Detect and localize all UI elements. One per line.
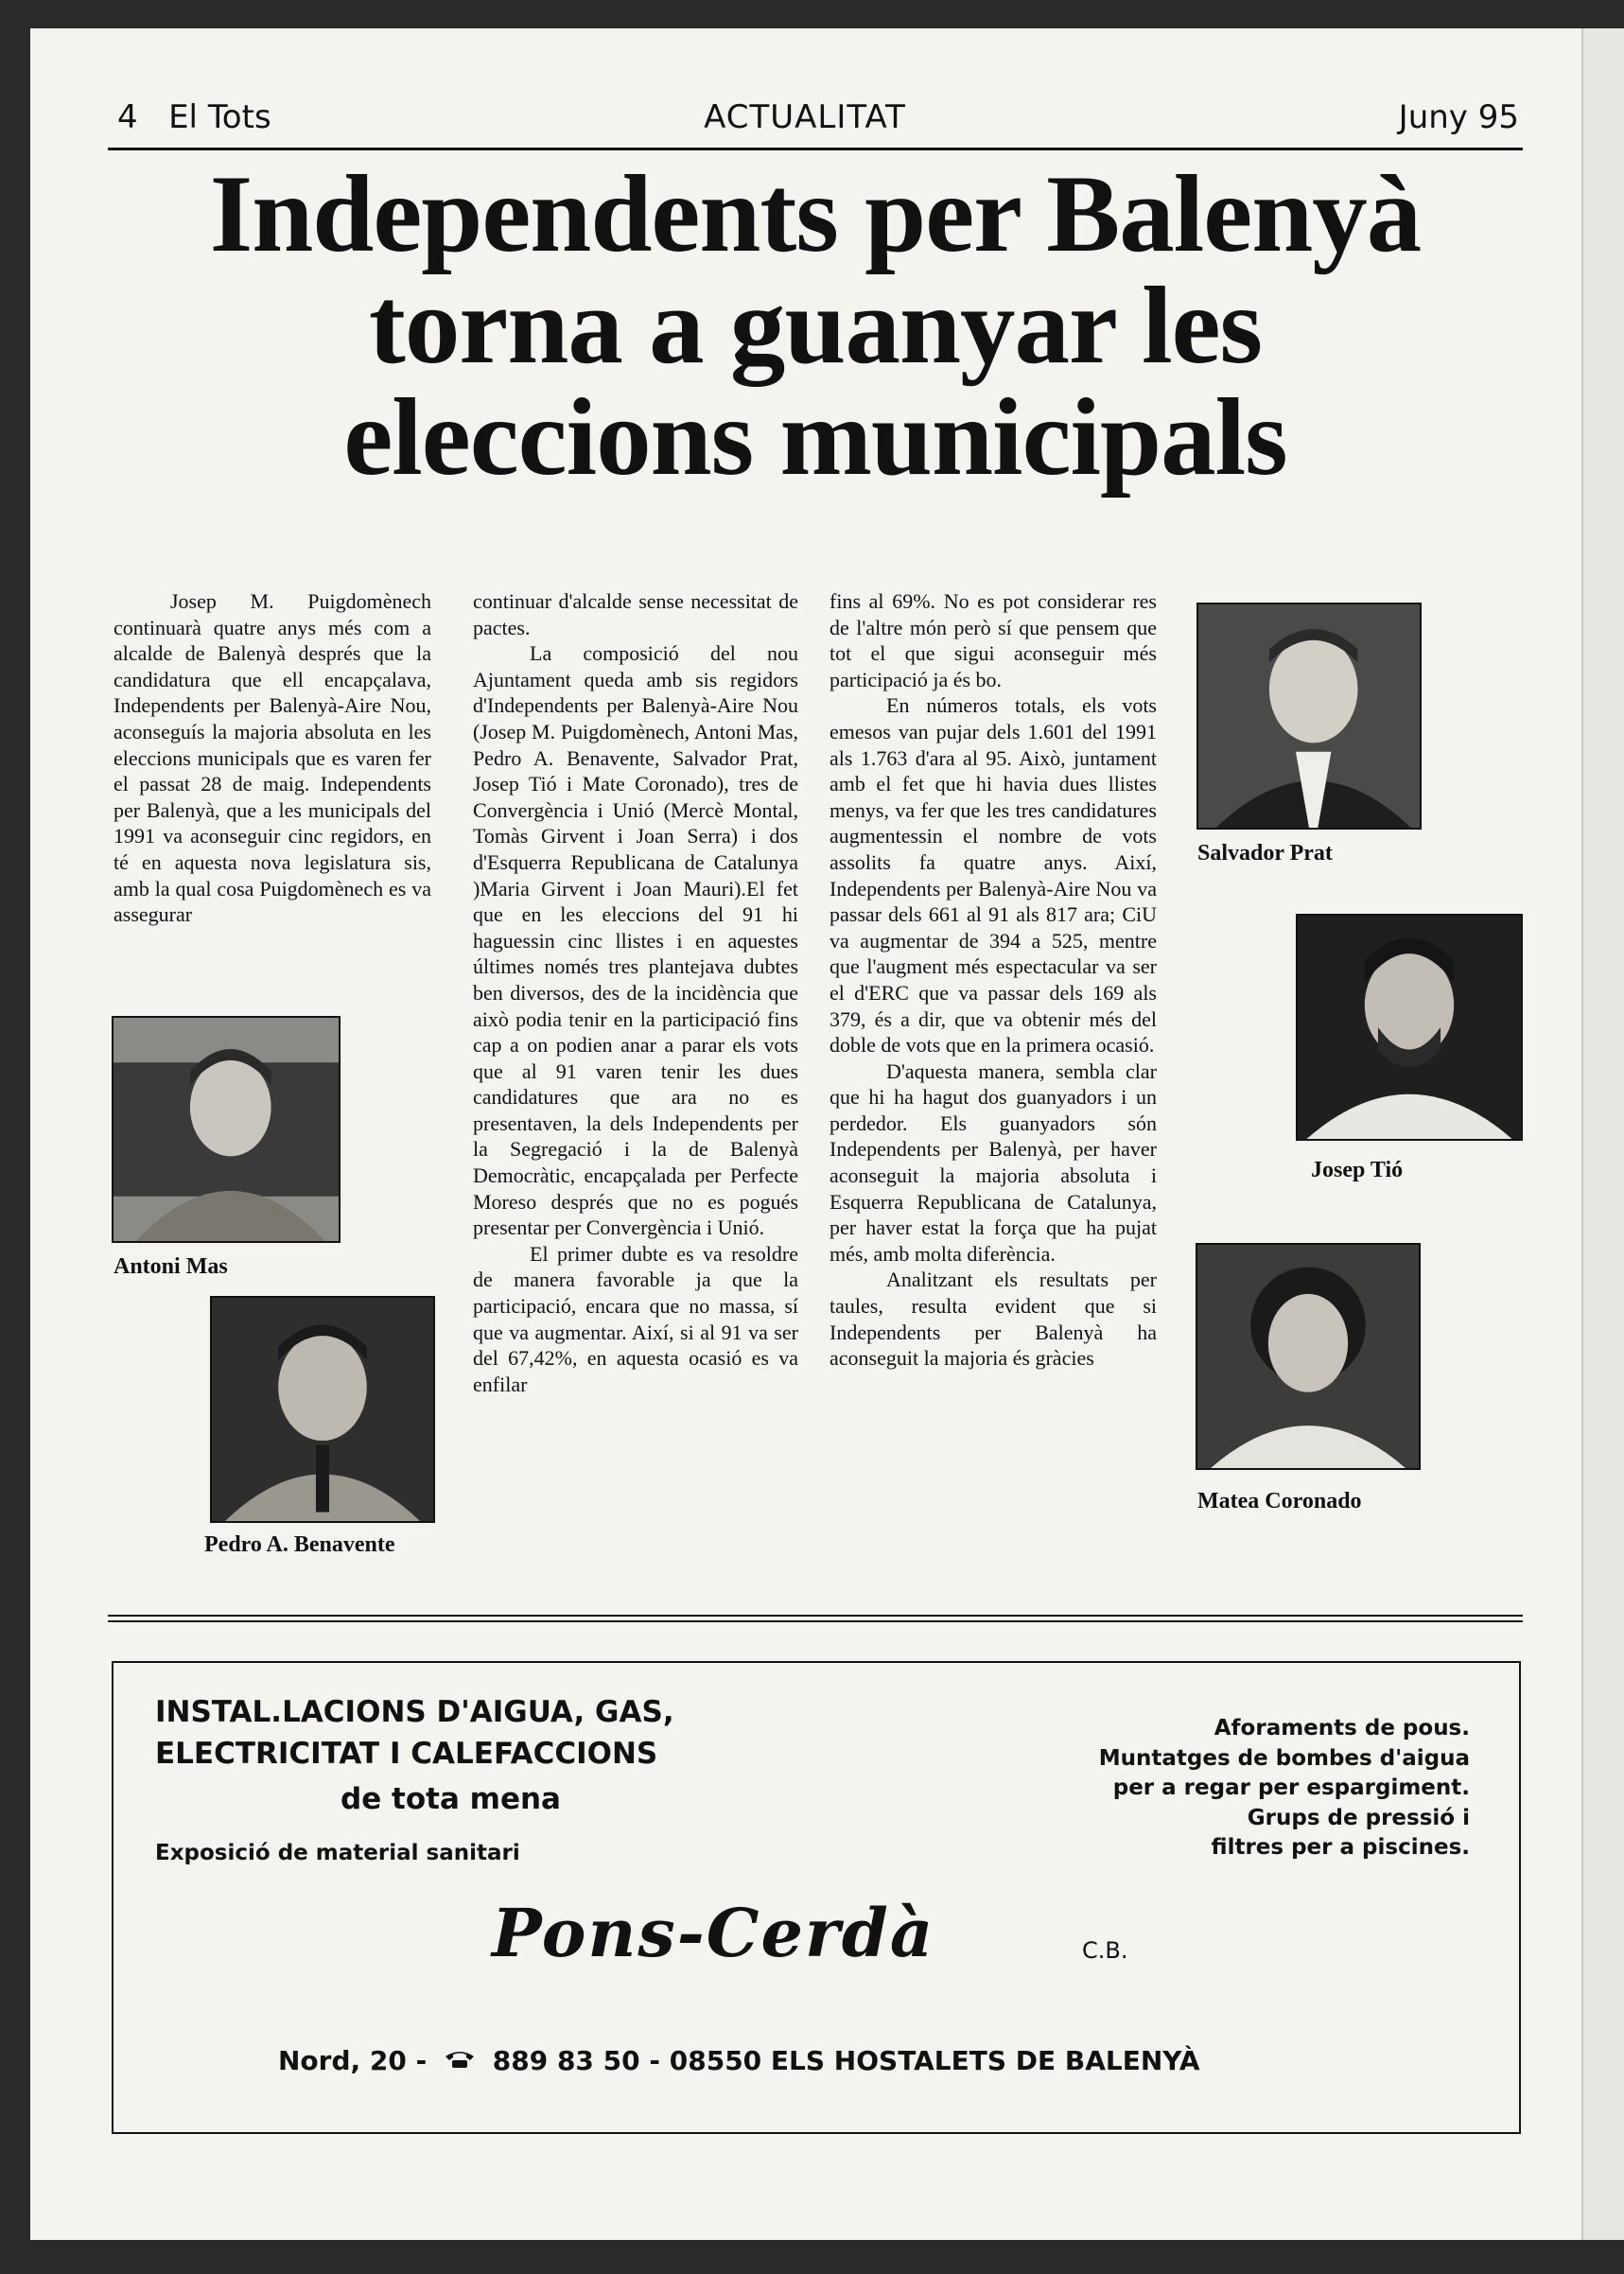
photo-salvador-prat: [1196, 603, 1422, 830]
article-headline: [108, 153, 1523, 499]
article-column-3: [829, 588, 1157, 1372]
paragraph: La composició del nou Ajuntament queda amb sis regidors d'Independents per Balenyà-Aire Nou (Josep M. Puigdomènech, Antoni Mas, Pedro A. Benavente, Salvador Prat, Josep Tió i Mate Coronado), tres de Convergència i Unió (Mercè Montal, Tomàs Girvent i Joan Serra) i dos d'Esquerra Republicana de Catalunya )Maria Girvent i Joan Mauri).El fet que en les eleccions del 91 hi haguessin cinc llistes i en aquestes últimes només tres plantejava dubtes ben diversos, des de la incidència que això podia tenir en la participació fins cap a on podien anar a parar els vots que al 91 varen tenir les dues candidatures que ara no es presentaven, la dels Independents per la Segregació i la de Balenyà Democràtic, encapçalada per Perfecte Moreso després que no es pogués presentar per Convergència i Unió.: [473, 641, 798, 1240]
telephone-icon: [444, 2045, 476, 2076]
paragraph: El primer dubte es va resoldre de manera favorable ja que la participació, encara que no massa, sí que va augmentar. Així, si al 91 va ser del 67,42%, en aquesta ocasió es va enfilar: [473, 1241, 798, 1396]
ad-city: - 08550 ELS HOSTALETS DE BALENYÀ: [649, 2045, 1200, 2076]
photo-pedro-benavente: [210, 1296, 435, 1523]
ad-service-item: Muntatges de bombes d'aigua: [1098, 1745, 1470, 1771]
ad-line-4: Exposició de material sanitari: [155, 1841, 520, 1865]
caption-matea-coronado: Matea Coronado: [1197, 1489, 1362, 1513]
headline-line-1: Independents per Balenyà: [209, 153, 1422, 275]
headline-line-3: eleccions municipals: [343, 376, 1287, 499]
caption-salvador-prat: Salvador Prat: [1197, 841, 1333, 866]
ad-phone-number: 889 83 50: [492, 2045, 640, 2076]
headline-line-2: torna a guanyar les: [368, 265, 1263, 387]
section-name: ACTUALITAT: [704, 98, 906, 136]
ad-service-item: filtres per a piscines.: [1211, 1835, 1470, 1860]
section-divider: [108, 1620, 1523, 1622]
ad-service-item: per a regar per espargiment.: [1112, 1775, 1470, 1800]
ad-services-heading: [155, 1691, 674, 1775]
article-column-1: [114, 588, 431, 928]
paragraph: En números totals, els vots emesos van pujar dels 1.601 del 1991 als 1.763 d'ara al 95. Això, juntament amb el fet que hi havia dues llistes menys, va fer que les tres candidatures augmentessin el nombre de vots assolits fa quatre anys. Així, Independents per Balenyà-Aire Nou va passar dels 661 al 91 als 817 ara; CiU va augmentar de 394 a 525, mentre que l'augment més espectacular va ser el d'ERC que va passar dels 169 als 379, és a dir, que va obtenir més del doble de vots que en la primera ocasió.: [829, 693, 1157, 1058]
paragraph: Analitzant els resultats per taules, resulta evident que si Independents per Balenyà ha aconseguit la majoria és gràcies: [829, 1268, 1157, 1371]
brand-logo: Pons-Cerdà: [492, 1894, 935, 1972]
page-header: [91, 98, 1519, 146]
issue-date: Juny 95: [1398, 98, 1519, 136]
page-number: 4: [117, 98, 138, 136]
caption-pedro-benavente: Pedro A. Benavente: [204, 1532, 395, 1557]
paragraph: Josep M. Puigdomènech continuarà quatre anys més com a alcalde de Balenyà després que la candidatura que ell encapçalava, Independents per Balenyà-Aire Nou, aconseguís la majoria absoluta en les eleccions municipals que es varen fer el passat 28 de maig. Independents per Balenyà, que a les municipals del 1991 va aconseguir cinc regidors, en té en aquesta nova legislatura sis, amb la qual cosa Puigdomènech es va assegurar: [114, 589, 431, 927]
paragraph: continuar d'alcalde sense necessitat de pactes.: [473, 589, 798, 639]
ad-street: Nord, 20 -: [278, 2045, 428, 2076]
article-column-2: [473, 588, 798, 1397]
section-divider: [108, 1615, 1523, 1617]
publication-name: El Tots: [168, 98, 271, 136]
facing-page-edge: [1581, 28, 1624, 2240]
photo-josep-tio: [1296, 914, 1523, 1141]
photo-antoni-mas: [112, 1016, 341, 1243]
photo-matea-coronado: [1196, 1243, 1421, 1470]
ad-line-3: de tota mena: [341, 1782, 561, 1816]
ad-line-1: INSTAL.LACIONS D'AIGUA, GAS,: [155, 1695, 674, 1729]
paragraph: fins al 69%. No es pot considerar res de l'altre món però sí que pensem que tot el que sigui aconseguir més participació ja és bo.: [829, 589, 1157, 691]
header-rule: [108, 148, 1523, 150]
ad-service-item: Aforaments de pous.: [1214, 1716, 1470, 1740]
brand-suffix: C.B.: [1082, 1937, 1128, 1964]
caption-antoni-mas: Antoni Mas: [114, 1254, 228, 1279]
ad-services-list: [1099, 1714, 1470, 1863]
ad-address: [278, 2045, 1200, 2076]
advertisement-box: [112, 1661, 1521, 2134]
paragraph: D'aquesta manera, sembla clar que hi ha hagut dos guanyadors i un perdedor. Els guanyadors són Independents per Balenyà, per haver aconseguit la majoria absoluta i Esquerra Republicana de Catalunya, per haver estat la força que ha pujat més, amb molta diferència.: [829, 1058, 1157, 1266]
ad-service-item: Grups de pressió i: [1247, 1805, 1470, 1830]
ad-line-2: ELECTRICITAT I CALEFACCIONS: [155, 1737, 658, 1771]
caption-josep-tio: Josep Tió: [1311, 1158, 1404, 1182]
